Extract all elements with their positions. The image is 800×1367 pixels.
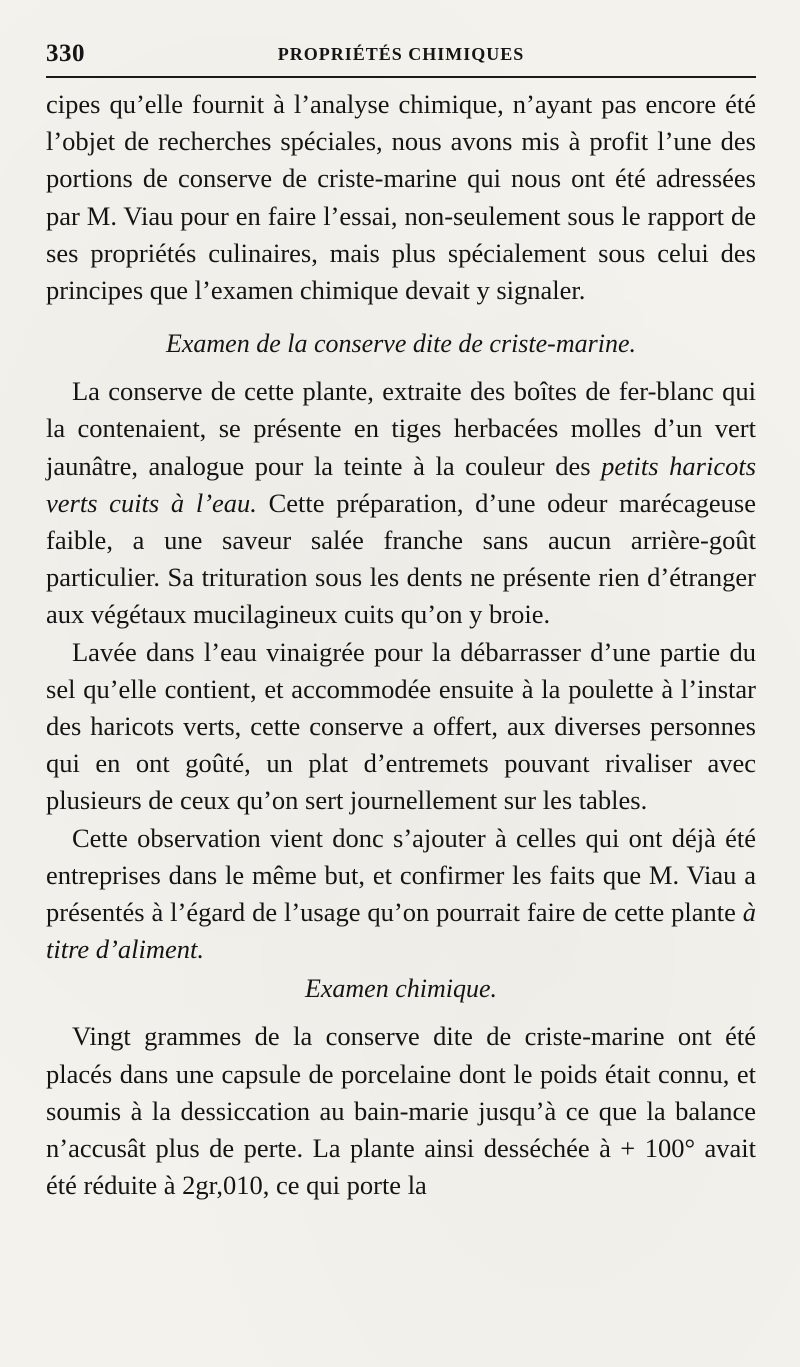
page-body	[46, 86, 756, 1204]
running-head: PROPRIÉTÉS CHIMIQUES	[277, 44, 525, 64]
paragraph-continued: cipes qu’elle fournit à l’analyse chimique, n’ayant pas encore été l’objet de recherches spéciales, nous avons mis à profit l’une des portions de conserve de criste-marine qui nous ont été adressées par M. Viau pour en faire l’essai, non-seulement sous le rapport de ses propriétés culinaires, mais plus spécialement sous celui des principes que l’examen chimique devait y signaler.	[46, 89, 756, 306]
paragraph-washing: Lavée dans l’eau vinaigrée pour la débarrasser d’une partie du sel qu’elle contient, et accommodée ensuite à la poulette à l’instar des haricots verts, cette conserve a offert, aux diverses personnes qui en ont goûté, un plat d’entremets pouvant rivaliser avec plusieurs de ceux qu’on sert journellement sur les tables.	[46, 636, 756, 816]
page-number: 330	[46, 40, 85, 67]
paragraph-observation	[46, 820, 756, 969]
page-header	[46, 36, 756, 78]
paragraph-text: Cette préparation, d’une odeur marécageuse faible, a une saveur salée franche sans aucun arrière-goût particulier. Sa trituration sous les dents ne présente rien d’étranger aux végétaux mucilagineux cuits qu’on y broie.	[46, 487, 756, 630]
paragraph-conserve-description	[46, 373, 756, 633]
section-heading-chemical: Examen chimique.	[304, 974, 498, 1004]
italic-phrase: petits haricots verts cuits à l’eau.	[46, 450, 757, 518]
paragraph-chemical-exam: Vingt grammes de la conserve dite de criste-marine ont été placés dans une capsule de porcelaine dont le poids était connu, et soumis à la dessiccation au bain-marie jusqu’à ce que la balance n’accusât plus de perte. La plante ainsi desséchée à + 100° avait été réduite à 2gr,010, ce qui porte la	[46, 1021, 756, 1201]
paragraph-text: La conserve de cette plante, extraite des boîtes de fer-blanc qui la contenaient, se présente en tiges herbacées molles d’un vert jaunâtre, analogue pour la teinte à la couleur des	[46, 376, 756, 481]
section-heading-conserve: Examen de la conserve dite de criste-marine.	[165, 329, 636, 359]
paragraph-text: Cette observation vient donc s’ajouter à celles qui ont déjà été entreprises dans le même but, et confirmer les faits que M. Viau a présentés à l’égard de l’usage qu’on pourrait faire de cette plante	[46, 822, 756, 928]
italic-phrase: à titre d’aliment.	[46, 897, 756, 965]
